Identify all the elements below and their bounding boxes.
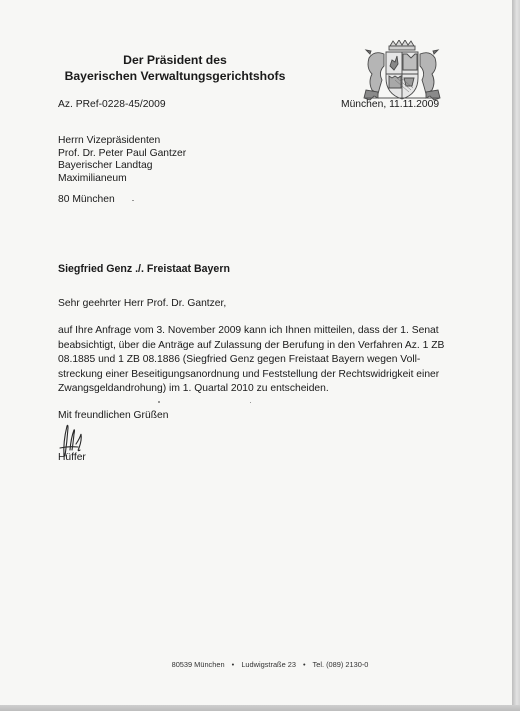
recipient-line-3: Bayerischer Landtag bbox=[58, 160, 153, 171]
footer-address: 80539 München bbox=[171, 660, 225, 669]
file-reference: Az. PRef-0228-45/2009 bbox=[58, 99, 166, 110]
bavarian-coat-of-arms-icon bbox=[360, 40, 444, 102]
body-line: auf Ihre Anfrage vom 3. November 2009 kann ich Ihnen mitteilen, dass der 1. Senat bbox=[58, 325, 439, 336]
closing-phrase: Mit freundlichen Grüßen bbox=[58, 410, 169, 421]
letter-footer bbox=[150, 660, 390, 669]
body-line: beabsichtigt, über die Anträge auf Zulassung der Berufung in den Verfahren Az. 1 ZB bbox=[58, 339, 445, 351]
body-line: Zwangsgeldandrohung) im 1. Quartal 2010 zu entscheiden. bbox=[58, 383, 329, 395]
recipient-address bbox=[58, 135, 186, 185]
footer-phone: Tel. (089) 2130-0 bbox=[312, 660, 369, 669]
scan-speck bbox=[158, 401, 160, 403]
recipient-line-1: Herrn Vizepräsidenten bbox=[58, 135, 161, 146]
scan-edge-right bbox=[512, 0, 520, 711]
recipient-line-2: Prof. Dr. Peter Paul Gantzer bbox=[58, 147, 187, 159]
subject-line: Siegfried Genz ./. Freistaat Bayern bbox=[58, 263, 230, 275]
scan-speck bbox=[132, 200, 134, 201]
letterhead-line-1: Der Präsident des bbox=[123, 53, 227, 67]
recipient-line-4: Maximilianeum bbox=[58, 172, 127, 184]
signer-name: Hüffer bbox=[58, 452, 86, 463]
scan-speck bbox=[250, 402, 251, 403]
letterhead-line-2: Bayerischen Verwaltungsgerichtshofs bbox=[64, 69, 286, 83]
footer-separator: • bbox=[231, 660, 235, 669]
footer-separator: • bbox=[303, 660, 306, 669]
letter-body bbox=[58, 324, 444, 397]
scan-edge-bottom bbox=[0, 705, 520, 711]
footer-street: Ludwigstraße 23 bbox=[241, 660, 296, 669]
recipient-city: 80 München bbox=[58, 194, 115, 205]
body-line: 08.1885 und 1 ZB 08.1886 (Siegfried Genz gegen Freistaat Bayern wegen Voll- bbox=[58, 354, 421, 366]
salutation: Sehr geehrter Herr Prof. Dr. Gantzer, bbox=[58, 298, 227, 309]
place-and-date: München, 11.11.2009 bbox=[341, 99, 440, 110]
letterhead bbox=[60, 52, 290, 84]
body-line: streckung einer Beseitigungsanordnung und Feststellung der Rechtswidrigkeit einer bbox=[58, 368, 440, 380]
